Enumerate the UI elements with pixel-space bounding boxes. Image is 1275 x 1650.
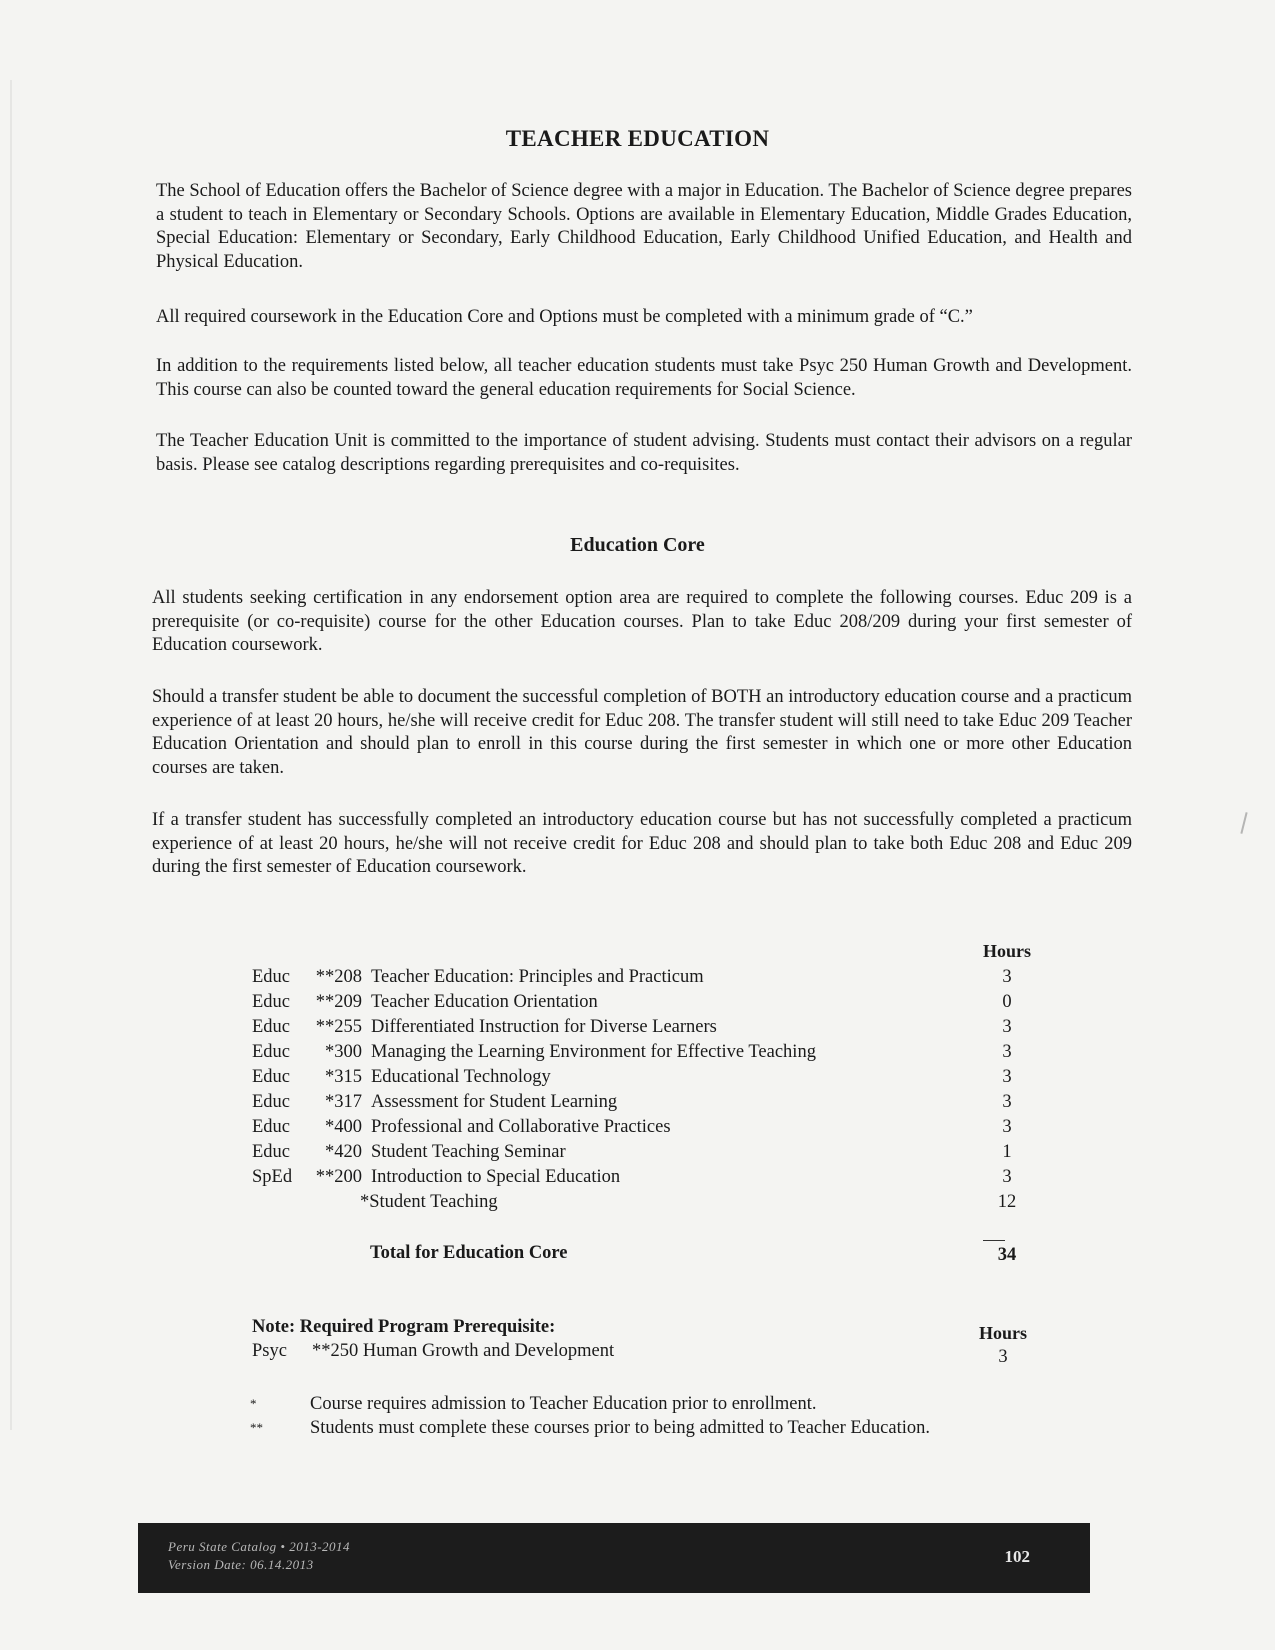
course-number: **200 [315, 1167, 362, 1187]
course-hours: 3 [1002, 1117, 1012, 1137]
course-dept: Educ [252, 967, 291, 987]
course-table [252, 965, 1052, 1215]
total-label: Total for Education Core [370, 1243, 568, 1263]
core-paragraph-2: Should a transfer student be able to document the successful completion of BOTH an introductory education course and a practicum experience of at least 20 hours, he/she will receive credit for Educ 208. The transfer student will still need to take Educ 209 Teacher Education Orientation and should plan to enroll in this course during the first semester in which one or more other Education courses are taken. [152, 687, 1132, 778]
legend-symbol: ** [250, 1420, 263, 1435]
course-hours: 0 [1002, 992, 1012, 1012]
course-dept: Educ [252, 1042, 291, 1062]
course-dept: Educ [252, 992, 291, 1012]
legend-symbol: * [250, 1396, 257, 1411]
course-title: Teacher Education Orientation [371, 992, 598, 1012]
sum-divider [983, 1240, 1005, 1241]
intro-paragraph-2: All required coursework in the Education Core and Options must be completed with a minimum grade of “C.” [156, 307, 973, 327]
course-hours: 3 [1002, 1067, 1012, 1087]
table-row [252, 1165, 1052, 1190]
footer-version-date: Version Date: 06.14.2013 [168, 1557, 314, 1572]
table-row [252, 1065, 1052, 1090]
page-title: TEACHER EDUCATION [505, 126, 770, 151]
legend-text: Course requires admission to Teacher Education prior to enrollment. [310, 1394, 817, 1414]
footer-catalog-name: Peru State Catalog • 2013-2014 [168, 1539, 351, 1554]
prerequisite-hours-header: Hours [978, 1323, 1027, 1343]
scan-edge-shadow [10, 80, 12, 1430]
course-dept: Educ [252, 1067, 291, 1087]
course-hours: 3 [1002, 1092, 1012, 1112]
table-row [252, 1090, 1052, 1115]
prerequisite-course-dept: Psyc [252, 1341, 287, 1361]
prerequisite-course [252, 1341, 614, 1362]
course-title: Professional and Collaborative Practices [371, 1117, 671, 1137]
course-number: *400 [325, 1117, 362, 1137]
prerequisite-hours: 3 [998, 1347, 1008, 1367]
total-hours: 34 [997, 1245, 1017, 1265]
stray-pen-mark [1240, 812, 1247, 834]
course-number: *420 [325, 1142, 362, 1162]
course-title: Introduction to Special Education [371, 1167, 621, 1187]
table-row [252, 1040, 1052, 1065]
legend-item [250, 1416, 950, 1440]
course-hours: 12 [997, 1192, 1017, 1212]
course-number: **208 [315, 967, 362, 987]
page-number: 102 [1004, 1547, 1030, 1566]
table-row [252, 1115, 1052, 1140]
course-number: *315 [325, 1067, 362, 1087]
prerequisite-course-text: **250 Human Growth and Development [312, 1341, 615, 1361]
footnote-legend [250, 1392, 950, 1440]
intro-paragraph-4: The Teacher Education Unit is committed to the importance of student advising. Students must contact their advisors on a regular basis. Please see catalog descriptions regarding prerequisites and co-requisites. [156, 431, 1132, 475]
course-hours: 3 [1002, 967, 1012, 987]
course-dept: Educ [252, 1142, 291, 1162]
course-hours: 3 [1002, 1042, 1012, 1062]
course-hours: 3 [1002, 1167, 1012, 1187]
hours-column-header: Hours [982, 941, 1031, 961]
core-paragraph-1: All students seeking certification in any endorsement option area are required to complete the following courses. Educ 209 is a prerequisite (or co-requisite) course for the other Education courses. Plan to take Educ 208/209 during your first semester of Education coursework. [152, 588, 1132, 655]
course-title: *Student Teaching [360, 1192, 498, 1212]
table-row [252, 1015, 1052, 1040]
intro-paragraph-1: The School of Education offers the Bachelor of Science degree with a major in Education. The Bachelor of Science degree prepares a student to teach in Elementary or Secondary Schools. Options are available in Elementary Education, Middle Grades Education, Special Education: Elementary or Secondary, Early Childhood Education, Early Childhood Unified Education, and Health and Physical Education. [156, 181, 1132, 272]
table-row [252, 990, 1052, 1015]
course-number: **255 [315, 1017, 362, 1037]
course-number: **209 [315, 992, 362, 1012]
legend-item [250, 1392, 950, 1416]
course-hours: 1 [1002, 1142, 1012, 1162]
course-dept: Educ [252, 1092, 291, 1112]
table-row [252, 1190, 1052, 1215]
course-dept: Educ [252, 1017, 291, 1037]
section-title-education-core: Education Core [570, 534, 705, 556]
page-footer [138, 1523, 1090, 1593]
table-row [252, 965, 1052, 990]
course-title: Differentiated Instruction for Diverse Learners [371, 1017, 717, 1037]
table-row [252, 1140, 1052, 1165]
course-number: *300 [325, 1042, 362, 1062]
course-title: Educational Technology [371, 1067, 551, 1087]
legend-text: Students must complete these courses prior to being admitted to Teacher Education. [310, 1418, 931, 1438]
course-title: Managing the Learning Environment for Effective Teaching [371, 1042, 816, 1062]
prerequisite-note-label: Note: Required Program Prerequisite: [252, 1317, 556, 1337]
course-title: Assessment for Student Learning [371, 1092, 618, 1112]
core-paragraph-3: If a transfer student has successfully completed an introductory education course but has not successfully completed a practicum experience of at least 20 hours, he/she will not receive credit for Educ 208 and should plan to take both Educ 208 and Educ 209 during the first semester of Education coursework. [152, 810, 1132, 877]
course-dept: SpEd [252, 1167, 293, 1187]
course-dept: Educ [252, 1117, 291, 1137]
course-hours: 3 [1002, 1017, 1012, 1037]
course-number: *317 [325, 1092, 362, 1112]
course-title: Student Teaching Seminar [371, 1142, 566, 1162]
course-title: Teacher Education: Principles and Practicum [371, 967, 704, 987]
intro-paragraph-3: In addition to the requirements listed below, all teacher education students must take Psyc 250 Human Growth and Development. This course can also be counted toward the general education requirements for Social Science. [156, 356, 1132, 400]
